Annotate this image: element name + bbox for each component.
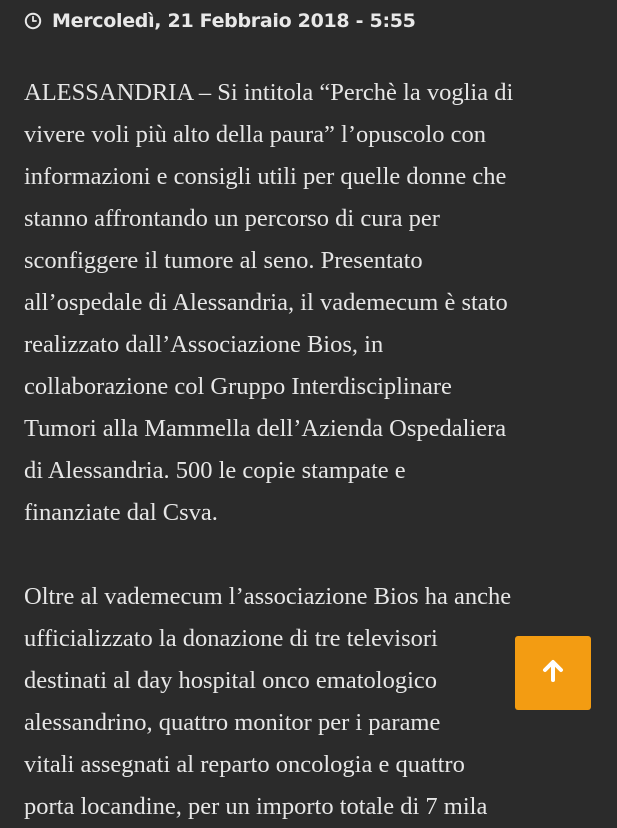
paragraph-line: informazioni e consigli utili per quelle donne che — [24, 163, 507, 190]
paragraph-line: porta locandine, per un importo totale di 7 mila — [24, 793, 488, 820]
article-body — [24, 72, 604, 828]
article-paragraph — [24, 72, 604, 534]
clock-icon — [24, 12, 42, 30]
arrow-up-icon — [540, 658, 566, 689]
paragraph-line: realizzato dall’Associazione Bios, in — [24, 331, 384, 358]
paragraph-line: alessandrino, quattro monitor per i parame — [24, 709, 441, 736]
date-text: Mercoledì, 21 Febbraio 2018 - 5:55 — [52, 10, 416, 32]
paragraph-line: vitali assegnati al reparto oncologia e quattro — [24, 751, 465, 778]
paragraph-line: Oltre al vademecum l’associazione Bios ha anche — [24, 583, 512, 610]
scroll-to-top-button[interactable] — [515, 636, 591, 710]
paragraph-line: destinati al day hospital onco ematologico — [24, 667, 437, 694]
paragraph-line: ALESSANDRIA – Si intitola “Perchè la voglia di — [24, 79, 514, 106]
paragraph-line: finanziate dal Csva. — [24, 499, 218, 526]
paragraph-line: collaborazione col Gruppo Interdisciplinare — [24, 373, 452, 400]
paragraph-line: sconfiggere il tumore al seno. Presentato — [24, 247, 423, 274]
paragraph-line: Tumori alla Mammella dell’Azienda Ospedaliera — [24, 415, 507, 442]
paragraph-line: vivere voli più alto della paura” l’opuscolo con — [24, 121, 486, 148]
paragraph-line: di Alessandria. 500 le copie stampate e — [24, 457, 406, 484]
paragraph-line: ufficializzato la donazione di tre televisori — [24, 625, 438, 652]
paragraph-line: stanno affrontando un percorso di cura per — [24, 205, 440, 232]
article-date — [24, 6, 416, 36]
paragraph-line: all’ospedale di Alessandria, il vademecum è stato — [24, 289, 508, 316]
